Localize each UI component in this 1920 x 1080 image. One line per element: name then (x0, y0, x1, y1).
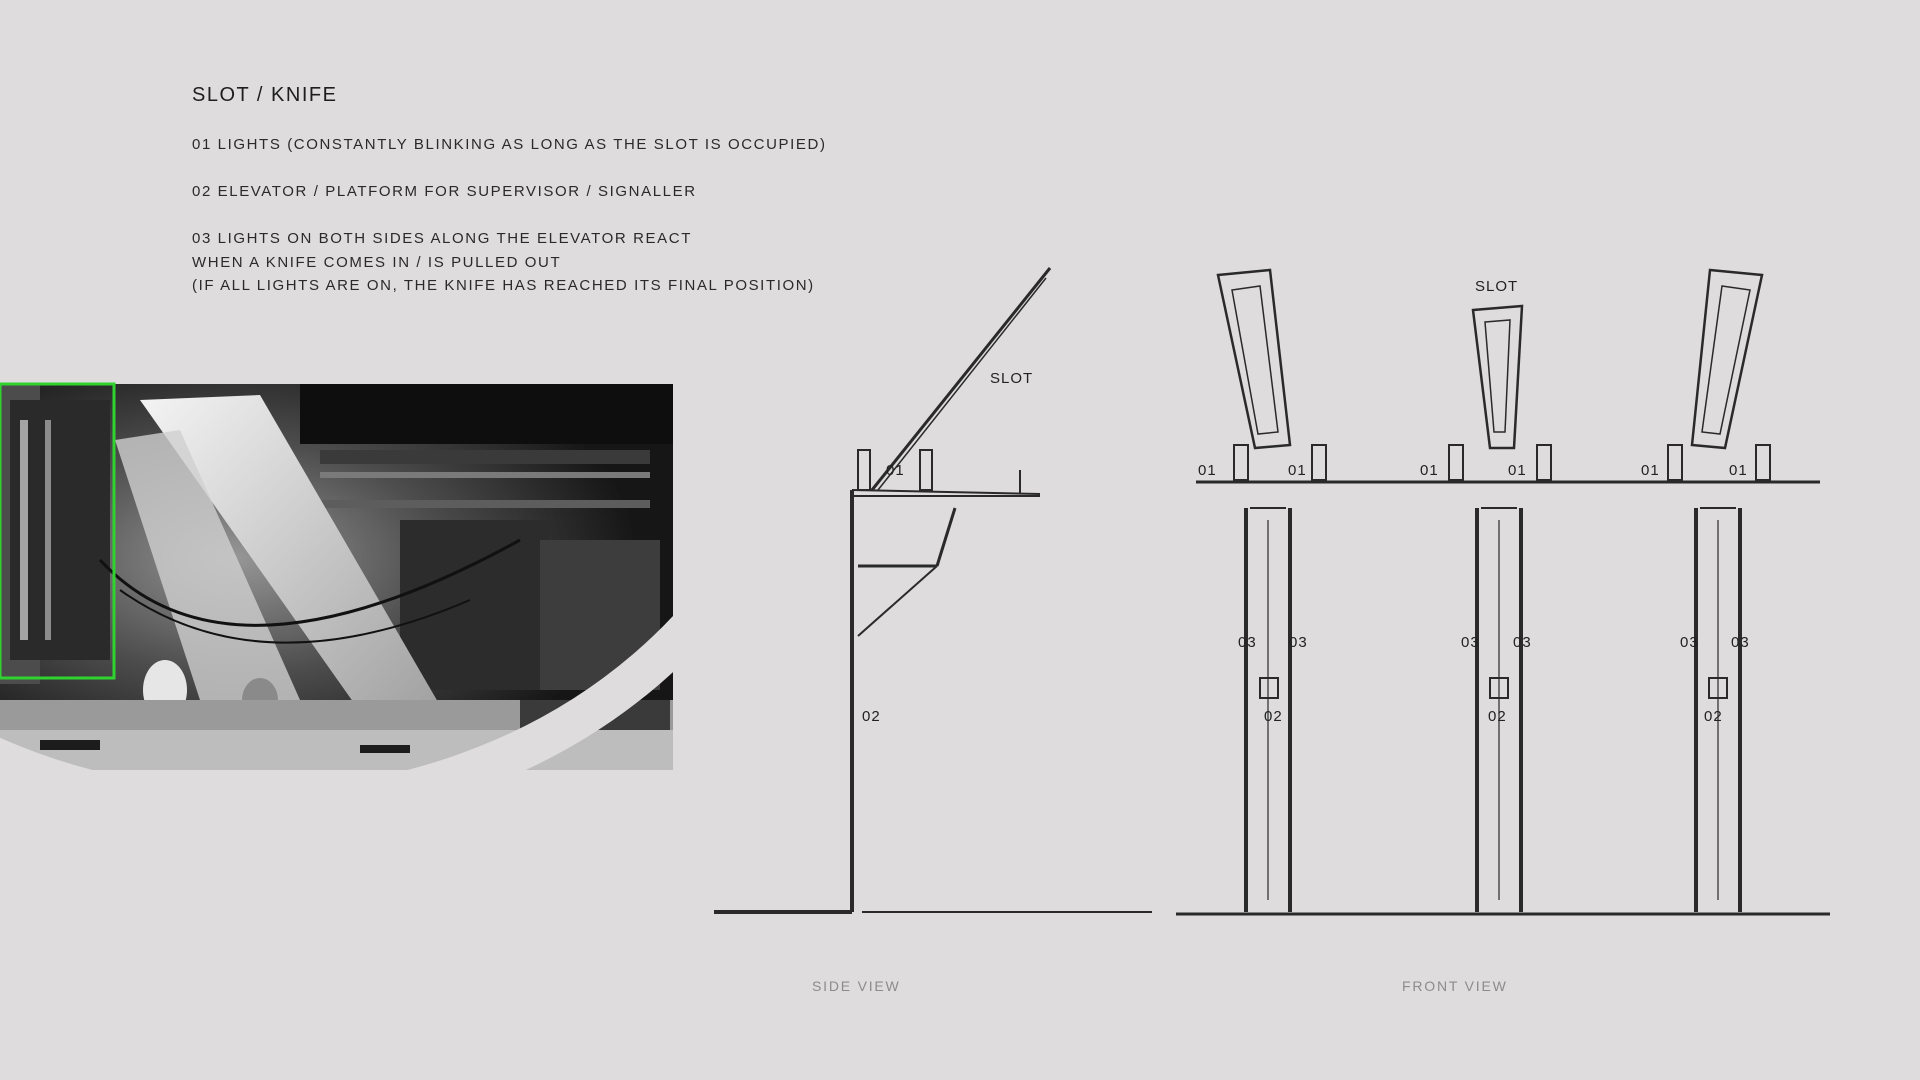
concept-render-image (0, 0, 810, 810)
front-side-lights-label-5: 03 (1680, 634, 1699, 651)
front-light-label-4: 01 (1508, 462, 1527, 479)
front-elevator-label-2: 02 (1488, 708, 1507, 725)
front-elevator-label-3: 02 (1704, 708, 1723, 725)
side-light-label: 01 (886, 462, 905, 479)
side-view-caption: SIDE VIEW (812, 978, 901, 994)
front-light-label-2: 01 (1288, 462, 1307, 479)
front-light-label-6: 01 (1729, 462, 1748, 479)
front-slot-label: SLOT (1475, 278, 1519, 295)
front-side-lights-label-4: 03 (1513, 634, 1532, 651)
side-slot-label: SLOT (990, 370, 1034, 387)
front-side-lights-label-3: 03 (1461, 634, 1480, 651)
front-side-lights-label-6: 03 (1731, 634, 1750, 651)
front-side-lights-label-2: 03 (1289, 634, 1308, 651)
front-structure-3 (1668, 270, 1770, 912)
side-view-drawing (714, 268, 1152, 912)
page-title: SLOT / KNIFE (192, 84, 338, 106)
front-view-drawing (1176, 270, 1830, 914)
note-lights: 01 LIGHTS (CONSTANTLY BLINKING AS LONG AS THE SLOT IS OCCUPIED) (192, 136, 827, 153)
front-light-label-3: 01 (1420, 462, 1439, 479)
note-side-lights-line2: WHEN A KNIFE COMES IN / IS PULLED OUT (192, 253, 562, 271)
note-elevator: 02 ELEVATOR / PLATFORM FOR SUPERVISOR / SIGNALLER (192, 183, 697, 200)
front-light-label-1: 01 (1198, 462, 1217, 479)
side-elevator-label: 02 (862, 708, 881, 725)
front-view-caption: FRONT VIEW (1402, 978, 1508, 994)
note-side-lights-line3: (IF ALL LIGHTS ARE ON, THE KNIFE HAS REACHED ITS FINAL POSITION) (192, 277, 815, 294)
front-structure-2 (1449, 306, 1551, 912)
front-side-lights-label-1: 03 (1238, 634, 1257, 651)
front-light-label-5: 01 (1641, 462, 1660, 479)
front-structure-1 (1218, 270, 1326, 912)
front-elevator-label-1: 02 (1264, 708, 1283, 725)
note-side-lights-line1: 03 LIGHTS ON BOTH SIDES ALONG THE ELEVATOR REACT (192, 230, 692, 247)
